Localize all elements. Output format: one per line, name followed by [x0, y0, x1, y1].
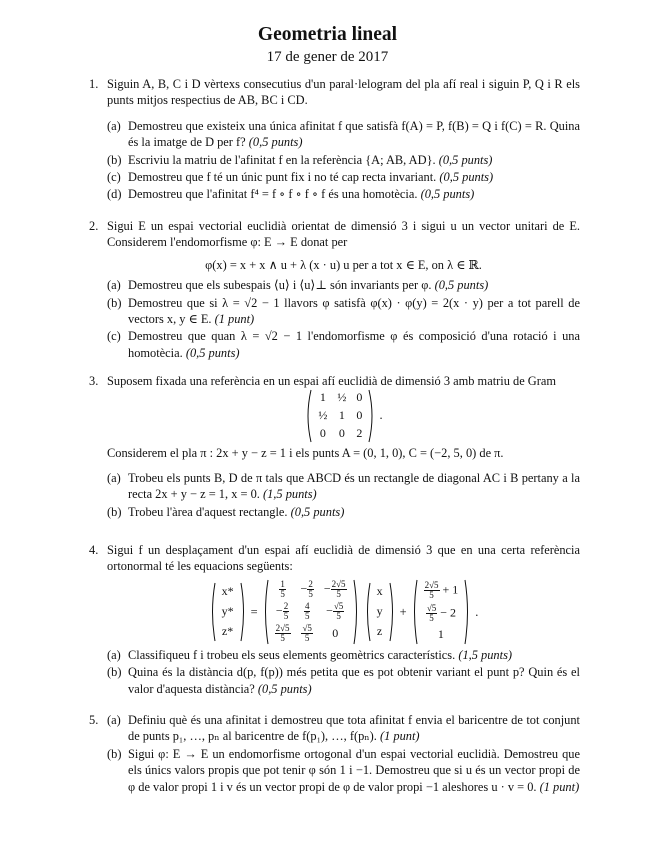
part-points: (0,5 punts) — [185, 345, 240, 360]
part-points: (1 punt) — [539, 779, 580, 794]
part-label: (b) — [107, 504, 122, 519]
part-label: (b) — [107, 152, 122, 167]
question-part — [107, 647, 580, 663]
question-5 — [89, 712, 580, 796]
part-label: (a) — [107, 470, 121, 485]
part-label: (c) — [107, 329, 121, 344]
left-paren — [304, 389, 312, 443]
matrix-entry: − $\frac{2}{5}$ — [300, 578, 313, 600]
part-text: Trobeu l'àrea d'aquest rectangle. — [128, 504, 288, 519]
matrix-entry: 0 — [338, 426, 345, 441]
question-part — [107, 295, 580, 328]
vector-entry: z — [376, 623, 383, 638]
question-part — [107, 746, 580, 795]
matrix-entry: 2 — [356, 426, 363, 441]
matrix-entry: 0 — [319, 426, 326, 441]
displacement-equation: x* y* z* = $\frac{1}{5}$ − $\frac{2}{5}$ − $\frac{2√5}{5}$ − $\frac{2}{5}$ $\frac{4}{5}$ − $\frac{√5}{5}$ $\frac{2√5}{5}$ $\frac{√5}{5}$ 0 x y z + $\frac{2√5}{5}$ + 1 $\frac{√5}{5}$ − 2 1 . — [107, 579, 580, 645]
vector-entry: z* — [221, 623, 234, 638]
matrix-period: . — [379, 408, 383, 423]
question-context: Considerem el pla π : 2x + y − z = 1 i els punts A = (0, 1, 0), C = (−2, 5, 0) de π. — [107, 446, 504, 461]
matrix-entry: ½ — [337, 390, 347, 405]
question-4 — [89, 542, 580, 698]
part-label: (a) — [107, 118, 121, 133]
question-part — [107, 152, 580, 168]
part-text: Demostreu que existeix una única afinitat f que satisfà f(A) = P, f(B) = Q i f(C) = R. Quina és la imatge de D per f? — [128, 118, 580, 150]
part-label: (b) — [107, 665, 122, 680]
variable-vector — [364, 582, 396, 642]
question-part — [107, 470, 580, 503]
question-number: 2. — [89, 219, 99, 233]
question-3 — [89, 373, 580, 521]
part-text: Demostreu que si λ = √2 − 1 llavors φ satisfà φ(x) · φ(y) = 2(x · y) per a tot parell de vectors x, y ∈ E. — [128, 295, 580, 326]
matrix-entry: 0 — [332, 625, 339, 640]
vector-entry: 1 — [437, 627, 444, 642]
gram-matrix-table — [313, 389, 367, 443]
question-part — [107, 504, 580, 520]
part-label: (c) — [107, 169, 121, 184]
part-label: (b) — [107, 746, 122, 761]
question-part — [107, 328, 580, 361]
question-intro: Sigui E un espai vectorial euclidià orientat de dimensió 3 i sigui u un vector unitari de E. Considerem l'endomorfisme φ: E → E donat per — [107, 219, 580, 250]
matrix-entry: 0 — [356, 390, 363, 405]
part-text: Classifiqueu f i trobeu els seus elements geomètrics característics. — [128, 647, 456, 662]
question-2 — [89, 218, 580, 362]
vector-entry: x* — [221, 583, 234, 598]
part-text: Trobeu els punts B, D de π tals que ABCD és un rectangle de diagonal AC i B pertany a la recta 2x + y − z = 1, x = 0. — [128, 470, 580, 502]
question-intro: Sigui f un desplaçament d'un espai afí euclidià de dimensió 3 que en una certa referència ortonormal té les equacions següents: — [107, 543, 580, 574]
part-points: (1,5 punts) — [262, 487, 317, 502]
plus-sign: + — [399, 604, 407, 619]
part-label: (a) — [107, 647, 121, 662]
part-points: (0,5 punts) — [248, 135, 303, 150]
matrix-entry: − $\frac{2}{5}$ — [275, 600, 289, 622]
question-number: 1. — [89, 77, 99, 91]
exam-date: 17 de gener de 2017 — [266, 49, 389, 65]
part-text: Demostreu que f té un únic punt fix i no té cap recta invariant. — [128, 169, 437, 184]
part-label: (d) — [107, 187, 122, 202]
question-intro: Suposem fixada una referència en un espai afí euclidià de dimensió 3 amb matriu de Gram — [107, 374, 556, 388]
matrix-entry: $\frac{1}{5}$ — [280, 578, 285, 600]
question-number: 3. — [89, 374, 99, 388]
equals-sign: = — [250, 604, 258, 619]
matrix-entry: − $\frac{√5}{5}$ — [326, 600, 344, 622]
vector-entry: $\frac{√5}{5}$ − 2 — [426, 602, 457, 624]
question-part — [107, 169, 580, 185]
part-text: Demostreu que quan λ = √2 − 1 l'endomorfisme φ és composició d'una rotació i una homotècia. — [128, 329, 580, 360]
part-label: (a) — [107, 713, 121, 727]
matrix-entry: $\frac{4}{5}$ — [304, 600, 310, 622]
part-points: (0,5 punts) — [434, 278, 489, 293]
vector-entry: y* — [221, 603, 234, 618]
lhs-vector — [209, 582, 247, 642]
part-label: (b) — [107, 295, 122, 310]
matrix-entry: ½ — [318, 408, 328, 423]
matrix-entry: $\frac{2√5}{5}$ — [275, 622, 290, 644]
matrix-entry: 1 — [319, 390, 326, 405]
right-paren — [368, 389, 376, 443]
part-points: (1 punt) — [379, 729, 420, 744]
part-text: Definiu què és una afinitat i demostreu que tota afinitat f envia el baricentre de tot conjunt de punts p₁, …, pₙ al baricentre de f(p₁), …, f(pₙ). — [128, 713, 580, 744]
gram-matrix — [107, 389, 580, 443]
question-number: 4. — [89, 543, 99, 557]
part-points: (0,5 punts) — [420, 187, 475, 202]
part-points: (1 punt) — [214, 311, 255, 326]
rotation-matrix — [262, 579, 360, 645]
question-part — [107, 664, 580, 697]
part-label: (a) — [107, 278, 121, 293]
part-text: Demostreu que els subespais ⟨u⟩ i ⟨u⟩⊥ són invariants per φ. — [128, 278, 432, 293]
question-part — [107, 118, 580, 151]
question-part — [107, 277, 580, 293]
part-points: (0,5 punts) — [438, 152, 493, 167]
matrix-entry: 0 — [356, 408, 363, 423]
part-text: Sigui φ: E → E un endomorfisme ortogonal d'un espai vectorial euclidià. Demostreu que els únics valors propis que pot tenir φ són 1 i −1. Demostreu que si u és un vector propi de φ de valor propi 1 i v és un vector propi de φ de valor propi −1 aleshores u · v = 0. — [128, 746, 580, 794]
translation-vector — [411, 579, 472, 645]
question-part — [107, 712, 580, 745]
part-points: (0,5 punts) — [257, 681, 312, 696]
matrix-entry: − $\frac{2√5}{5}$ — [323, 578, 346, 600]
page-title: Geometria lineal — [257, 24, 398, 45]
question-1 — [89, 76, 580, 204]
part-points: (0,5 punts) — [290, 504, 345, 519]
vector-entry: y — [376, 603, 383, 618]
part-text: Demostreu que l'afinitat f⁴ = f ∘ f ∘ f ∘ f és una homotècia. — [128, 187, 418, 202]
definition-formula: φ(x) = x + x ∧ u + λ (x · u) u per a tot x ∈ E, on λ ∈ ℝ. — [205, 257, 482, 272]
question-intro: Siguin A, B, C i D vèrtexs consecutius d'un paral·lelogram del pla afí real i siguin P, Q i R els punts mitjos respectius de AB, BC i CD. — [107, 77, 580, 108]
question-part — [107, 186, 580, 202]
vector-entry: x — [376, 583, 383, 598]
matrix-entry: 1 — [338, 408, 345, 423]
part-points: (1,5 punts) — [458, 647, 513, 662]
question-number: 5. — [89, 713, 99, 727]
part-text: Quina és la distància d(p, f(p)) més petita que es pot obtenir variant el punt p? Quin és el valor d'aquesta distància? — [128, 665, 580, 696]
vector-entry: $\frac{2√5}{5}$ + 1 — [424, 579, 459, 600]
matrix-entry: $\frac{√5}{5}$ — [302, 622, 312, 644]
part-points: (0,5 punts) — [439, 169, 494, 184]
part-text: Escriviu la matriu de l'afinitat f en la referència {A; AB, AD}. — [128, 152, 436, 167]
